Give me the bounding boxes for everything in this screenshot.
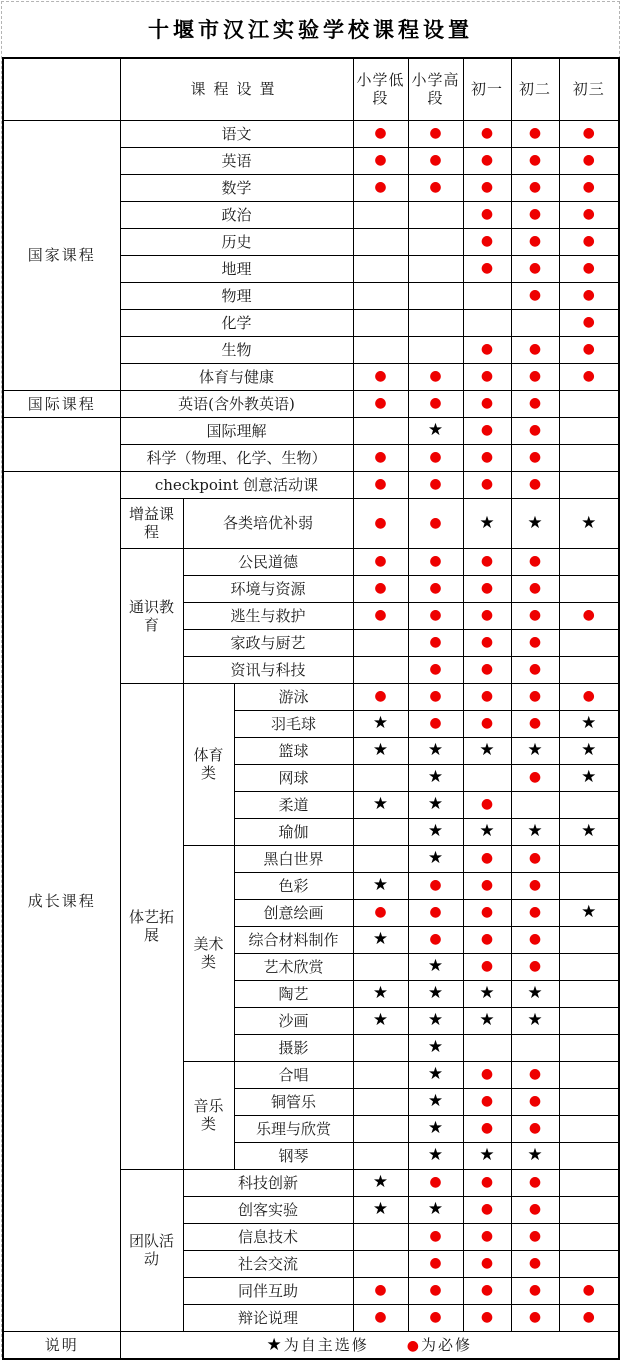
course-cell: 体育与健康 <box>120 363 353 390</box>
mark-cell: ★ <box>463 818 511 845</box>
mark-cell: ● <box>408 174 463 201</box>
mark-cell: ● <box>463 899 511 926</box>
course-cell: 网球 <box>234 764 353 791</box>
mark-cell: ● <box>408 1304 463 1331</box>
course-cell: 国际理解 <box>120 417 353 444</box>
mark-cell: ● <box>559 602 619 629</box>
mark-cell <box>559 926 619 953</box>
mark-cell: ● <box>408 1169 463 1196</box>
mark-cell: ● <box>559 282 619 309</box>
course-setup-header: 课程设置 <box>120 58 353 120</box>
mark-cell <box>463 1034 511 1061</box>
mark-cell: ● <box>463 1061 511 1088</box>
course-cell: 摄影 <box>234 1034 353 1061</box>
mark-cell <box>559 444 619 471</box>
mark-cell: ● <box>408 926 463 953</box>
mark-cell: ● <box>559 309 619 336</box>
course-cell: checkpoint 创意活动课 <box>120 471 353 498</box>
mark-cell <box>559 575 619 602</box>
mark-cell <box>408 309 463 336</box>
mark-cell: ● <box>511 1277 559 1304</box>
course-cell: 公民道德 <box>183 548 353 575</box>
mark-cell: ● <box>559 1304 619 1331</box>
mark-cell: ● <box>511 1061 559 1088</box>
mark-cell: ● <box>511 575 559 602</box>
mark-cell <box>559 1007 619 1034</box>
course-cell: 英语(含外教英语) <box>120 390 353 417</box>
mark-cell <box>353 629 408 656</box>
mark-cell: ★ <box>463 498 511 548</box>
mark-cell: ● <box>511 282 559 309</box>
mark-cell: ★ <box>559 764 619 791</box>
mark-cell: ★ <box>353 1169 408 1196</box>
mark-cell: ● <box>408 899 463 926</box>
mark-cell: ● <box>559 120 619 147</box>
legend-row <box>3 1331 619 1359</box>
course-cell: 瑜伽 <box>234 818 353 845</box>
mark-cell: ● <box>408 471 463 498</box>
mark-cell: ● <box>559 255 619 282</box>
mark-cell: ● <box>463 1088 511 1115</box>
mark-cell: ● <box>511 417 559 444</box>
mark-cell: ● <box>511 1304 559 1331</box>
mark-cell: ● <box>559 363 619 390</box>
course-cell: 生物 <box>120 336 353 363</box>
mark-cell: ● <box>511 683 559 710</box>
course-cell: 各类培优补弱 <box>183 498 353 548</box>
mark-cell: ● <box>353 602 408 629</box>
mark-cell: ● <box>408 390 463 417</box>
mark-cell: ● <box>463 228 511 255</box>
mark-cell: ● <box>353 363 408 390</box>
mark-cell <box>353 1088 408 1115</box>
legend-elective-label: 为自主选修 <box>283 1335 369 1354</box>
category-cell-national: 国家课程 <box>3 120 120 390</box>
mark-cell <box>408 282 463 309</box>
mark-cell: ★ <box>408 1034 463 1061</box>
mark-cell: ★ <box>408 1196 463 1223</box>
mark-cell: ● <box>408 629 463 656</box>
mark-cell: ★ <box>511 980 559 1007</box>
mark-cell: ● <box>353 548 408 575</box>
mark-cell: ★ <box>353 737 408 764</box>
course-cell: 化学 <box>120 309 353 336</box>
course-cell: 艺术欣赏 <box>234 953 353 980</box>
mark-cell <box>559 390 619 417</box>
mark-cell: ● <box>463 255 511 282</box>
mark-cell: ● <box>353 683 408 710</box>
course-cell: 沙画 <box>234 1007 353 1034</box>
course-cell: 篮球 <box>234 737 353 764</box>
mark-cell: ● <box>408 1250 463 1277</box>
mark-cell: ● <box>511 120 559 147</box>
mark-cell: ● <box>511 1169 559 1196</box>
mark-cell: ● <box>463 471 511 498</box>
table-row <box>3 390 619 417</box>
mark-cell: ★ <box>408 791 463 818</box>
mark-cell <box>353 309 408 336</box>
mark-cell: ● <box>408 602 463 629</box>
mark-cell: ● <box>463 872 511 899</box>
mark-cell: ★ <box>408 818 463 845</box>
mark-cell: ● <box>353 471 408 498</box>
course-cell: 创客实验 <box>183 1196 353 1223</box>
course-cell: 羽毛球 <box>234 710 353 737</box>
mark-cell: ● <box>511 602 559 629</box>
mark-cell: ★ <box>559 818 619 845</box>
mark-cell <box>463 282 511 309</box>
subcategory-cell-zengyi: 增益课程 <box>120 498 183 548</box>
mark-cell: ● <box>511 899 559 926</box>
mark-cell: ★ <box>559 899 619 926</box>
mark-cell <box>353 1142 408 1169</box>
course-cell: 色彩 <box>234 872 353 899</box>
mark-cell: ● <box>559 228 619 255</box>
mark-cell: ● <box>463 953 511 980</box>
mark-cell <box>353 1115 408 1142</box>
mark-cell: ★ <box>408 1115 463 1142</box>
course-cell: 历史 <box>120 228 353 255</box>
course-cell: 同伴互助 <box>183 1277 353 1304</box>
grade-header-primary-upper: 小学高段 <box>408 58 463 120</box>
mark-cell: ★ <box>511 1142 559 1169</box>
course-cell: 逃生与救护 <box>183 602 353 629</box>
course-cell: 家政与厨艺 <box>183 629 353 656</box>
mark-cell: ● <box>511 390 559 417</box>
mark-cell: ● <box>511 444 559 471</box>
mark-cell: ● <box>353 444 408 471</box>
mark-cell <box>559 471 619 498</box>
mark-cell <box>353 1034 408 1061</box>
mark-cell <box>353 1223 408 1250</box>
legend-cell <box>120 1331 619 1359</box>
mark-cell <box>559 629 619 656</box>
mark-cell: ★ <box>408 1088 463 1115</box>
mark-cell: ● <box>559 1277 619 1304</box>
mark-cell: ● <box>353 1277 408 1304</box>
star-icon: ★ <box>266 1334 284 1355</box>
mark-cell: ● <box>463 444 511 471</box>
mark-cell: ● <box>559 174 619 201</box>
mark-cell: ★ <box>353 926 408 953</box>
mark-cell: ★ <box>408 1061 463 1088</box>
mark-cell: ● <box>559 683 619 710</box>
mark-cell: ● <box>511 255 559 282</box>
course-cell: 铜管乐 <box>234 1088 353 1115</box>
mark-cell: ● <box>559 336 619 363</box>
mark-cell <box>559 1088 619 1115</box>
subcategory-cell-tiyi: 体艺拓展 <box>120 683 183 1169</box>
mark-cell: ★ <box>408 980 463 1007</box>
mark-cell <box>559 872 619 899</box>
table-row <box>3 120 619 147</box>
mark-cell <box>353 953 408 980</box>
mark-cell <box>353 417 408 444</box>
mark-cell: ● <box>463 120 511 147</box>
mark-cell <box>559 1061 619 1088</box>
curriculum-table <box>2 57 620 1360</box>
mark-cell: ● <box>511 147 559 174</box>
mark-cell: ● <box>463 683 511 710</box>
mark-cell <box>408 336 463 363</box>
mark-cell: ● <box>511 548 559 575</box>
mark-cell: ● <box>353 390 408 417</box>
course-cell: 社会交流 <box>183 1250 353 1277</box>
dot-icon: ● <box>406 1337 421 1354</box>
mark-cell <box>559 980 619 1007</box>
course-cell: 英语 <box>120 147 353 174</box>
mark-cell <box>408 228 463 255</box>
mark-cell <box>559 1115 619 1142</box>
mark-cell: ● <box>463 417 511 444</box>
mark-cell: ● <box>408 120 463 147</box>
mark-cell: ● <box>463 1169 511 1196</box>
mark-cell: ★ <box>353 791 408 818</box>
mark-cell: ★ <box>463 1142 511 1169</box>
mark-cell: ● <box>463 602 511 629</box>
mark-cell: ● <box>463 1277 511 1304</box>
mark-cell: ● <box>463 201 511 228</box>
subcategory-cell-tongshi: 通识教育 <box>120 548 183 683</box>
mark-cell: ● <box>463 548 511 575</box>
mark-cell: ● <box>463 336 511 363</box>
mark-cell <box>559 1250 619 1277</box>
mark-cell: ● <box>559 147 619 174</box>
mark-cell <box>408 201 463 228</box>
course-cell: 数学 <box>120 174 353 201</box>
mark-cell <box>353 228 408 255</box>
mark-cell: ● <box>353 1304 408 1331</box>
grade-header-primary-lower: 小学低段 <box>353 58 408 120</box>
grade-header-junior3: 初三 <box>559 58 619 120</box>
mark-cell <box>353 255 408 282</box>
course-cell: 辩论说理 <box>183 1304 353 1331</box>
course-cell: 物理 <box>120 282 353 309</box>
course-cell: 科技创新 <box>183 1169 353 1196</box>
mark-cell: ● <box>511 1115 559 1142</box>
mark-cell: ● <box>463 656 511 683</box>
mark-cell <box>511 309 559 336</box>
mark-cell: ● <box>463 791 511 818</box>
mark-cell: ★ <box>408 1142 463 1169</box>
mark-cell: ● <box>511 656 559 683</box>
mark-cell <box>559 1169 619 1196</box>
mark-cell: ● <box>463 1250 511 1277</box>
mark-cell: ★ <box>353 710 408 737</box>
course-cell: 环境与资源 <box>183 575 353 602</box>
mark-cell: ● <box>408 1223 463 1250</box>
mark-cell: ● <box>511 1088 559 1115</box>
mark-cell: ★ <box>511 737 559 764</box>
mark-cell: ● <box>511 629 559 656</box>
mark-cell: ● <box>353 498 408 548</box>
mark-cell: ● <box>511 872 559 899</box>
category-cell-growth: 成长课程 <box>3 471 120 1331</box>
mark-cell <box>353 656 408 683</box>
table-row <box>3 471 619 498</box>
mark-cell: ● <box>463 629 511 656</box>
grade-header-junior1: 初一 <box>463 58 511 120</box>
mark-cell: ● <box>559 201 619 228</box>
mark-cell: ★ <box>408 737 463 764</box>
mark-cell: ● <box>463 926 511 953</box>
legend-required-label: 为必修 <box>420 1335 472 1354</box>
mark-cell: ★ <box>408 764 463 791</box>
mark-cell <box>559 1223 619 1250</box>
mark-cell: ● <box>353 899 408 926</box>
mark-cell: ● <box>408 444 463 471</box>
mark-cell: ● <box>511 1223 559 1250</box>
mark-cell <box>353 336 408 363</box>
course-cell: 柔道 <box>234 791 353 818</box>
mark-cell: ● <box>408 1277 463 1304</box>
mark-cell <box>353 1061 408 1088</box>
course-cell: 地理 <box>120 255 353 282</box>
mark-cell: ● <box>463 147 511 174</box>
mark-cell <box>353 1250 408 1277</box>
mark-cell: ● <box>511 201 559 228</box>
course-cell: 乐理与欣赏 <box>234 1115 353 1142</box>
mark-cell <box>559 417 619 444</box>
category-cell-international: 国际课程 <box>3 390 120 417</box>
mark-cell: ● <box>408 147 463 174</box>
subcategory-cell-tuandui: 团队活动 <box>120 1169 183 1331</box>
mark-cell: ● <box>463 1115 511 1142</box>
mark-cell: ★ <box>408 417 463 444</box>
mark-cell <box>511 1034 559 1061</box>
mark-cell: ● <box>463 1223 511 1250</box>
mark-cell <box>353 201 408 228</box>
category-cell-note: 说明 <box>3 1331 120 1359</box>
mark-cell: ★ <box>511 818 559 845</box>
mark-cell: ● <box>408 575 463 602</box>
mark-cell: ● <box>408 710 463 737</box>
mark-cell: ● <box>463 1304 511 1331</box>
subsubcategory-cell-sports: 体育类 <box>183 683 234 845</box>
course-cell: 语文 <box>120 120 353 147</box>
mark-cell <box>559 656 619 683</box>
mark-cell: ★ <box>463 737 511 764</box>
mark-cell <box>353 764 408 791</box>
mark-cell <box>559 1196 619 1223</box>
mark-cell: ● <box>511 471 559 498</box>
mark-cell: ● <box>463 710 511 737</box>
mark-cell <box>559 1142 619 1169</box>
mark-cell: ★ <box>353 1196 408 1223</box>
mark-cell: ● <box>511 710 559 737</box>
course-cell: 综合材料制作 <box>234 926 353 953</box>
mark-cell: ● <box>463 363 511 390</box>
mark-cell: ★ <box>559 737 619 764</box>
course-cell: 创意绘画 <box>234 899 353 926</box>
mark-cell: ★ <box>559 498 619 548</box>
mark-cell <box>559 791 619 818</box>
page-title: 十堰市汉江实验学校课程设置 <box>148 16 473 42</box>
mark-cell: ● <box>511 845 559 872</box>
course-cell: 黑白世界 <box>234 845 353 872</box>
mark-cell: ● <box>511 953 559 980</box>
mark-cell <box>511 791 559 818</box>
mark-cell: ● <box>511 228 559 255</box>
category-cell-empty <box>3 417 120 471</box>
mark-cell: ★ <box>353 1007 408 1034</box>
mark-cell: ● <box>511 336 559 363</box>
mark-cell <box>559 1034 619 1061</box>
mark-cell: ● <box>408 656 463 683</box>
mark-cell <box>559 953 619 980</box>
mark-cell <box>353 845 408 872</box>
grade-header-junior2: 初二 <box>511 58 559 120</box>
mark-cell: ● <box>511 363 559 390</box>
mark-cell: ● <box>408 498 463 548</box>
course-cell: 钢琴 <box>234 1142 353 1169</box>
mark-cell: ● <box>511 174 559 201</box>
mark-cell: ● <box>353 575 408 602</box>
mark-cell: ● <box>353 120 408 147</box>
header-row <box>3 58 619 120</box>
subsubcategory-cell-music: 音乐类 <box>183 1061 234 1169</box>
mark-cell: ● <box>408 363 463 390</box>
mark-cell: ★ <box>463 980 511 1007</box>
mark-cell: ● <box>408 683 463 710</box>
corner-cell <box>3 58 120 120</box>
course-cell: 陶艺 <box>234 980 353 1007</box>
mark-cell <box>559 548 619 575</box>
table-row <box>3 417 619 444</box>
mark-cell <box>408 255 463 282</box>
mark-cell: ★ <box>408 845 463 872</box>
course-cell: 游泳 <box>234 683 353 710</box>
mark-cell <box>463 764 511 791</box>
mark-cell: ● <box>408 548 463 575</box>
mark-cell: ● <box>511 1250 559 1277</box>
mark-cell: ● <box>463 1196 511 1223</box>
mark-cell: ★ <box>511 498 559 548</box>
mark-cell: ● <box>463 174 511 201</box>
course-cell: 科学（物理、化学、生物） <box>120 444 353 471</box>
mark-cell: ★ <box>408 1007 463 1034</box>
mark-cell: ● <box>511 926 559 953</box>
mark-cell: ● <box>463 575 511 602</box>
mark-cell: ★ <box>353 980 408 1007</box>
mark-cell: ● <box>463 845 511 872</box>
mark-cell: ★ <box>408 953 463 980</box>
mark-cell: ● <box>408 872 463 899</box>
mark-cell: ★ <box>511 1007 559 1034</box>
mark-cell <box>559 845 619 872</box>
mark-cell: ● <box>511 1196 559 1223</box>
mark-cell <box>353 282 408 309</box>
course-cell: 资讯与科技 <box>183 656 353 683</box>
mark-cell: ● <box>511 764 559 791</box>
mark-cell <box>463 309 511 336</box>
mark-cell: ★ <box>463 1007 511 1034</box>
mark-cell: ● <box>353 174 408 201</box>
subsubcategory-cell-art: 美术类 <box>183 845 234 1061</box>
course-cell: 合唱 <box>234 1061 353 1088</box>
mark-cell: ● <box>463 390 511 417</box>
mark-cell: ★ <box>559 710 619 737</box>
mark-cell <box>353 818 408 845</box>
course-cell: 信息技术 <box>183 1223 353 1250</box>
mark-cell: ● <box>353 147 408 174</box>
mark-cell: ★ <box>353 872 408 899</box>
course-cell: 政治 <box>120 201 353 228</box>
